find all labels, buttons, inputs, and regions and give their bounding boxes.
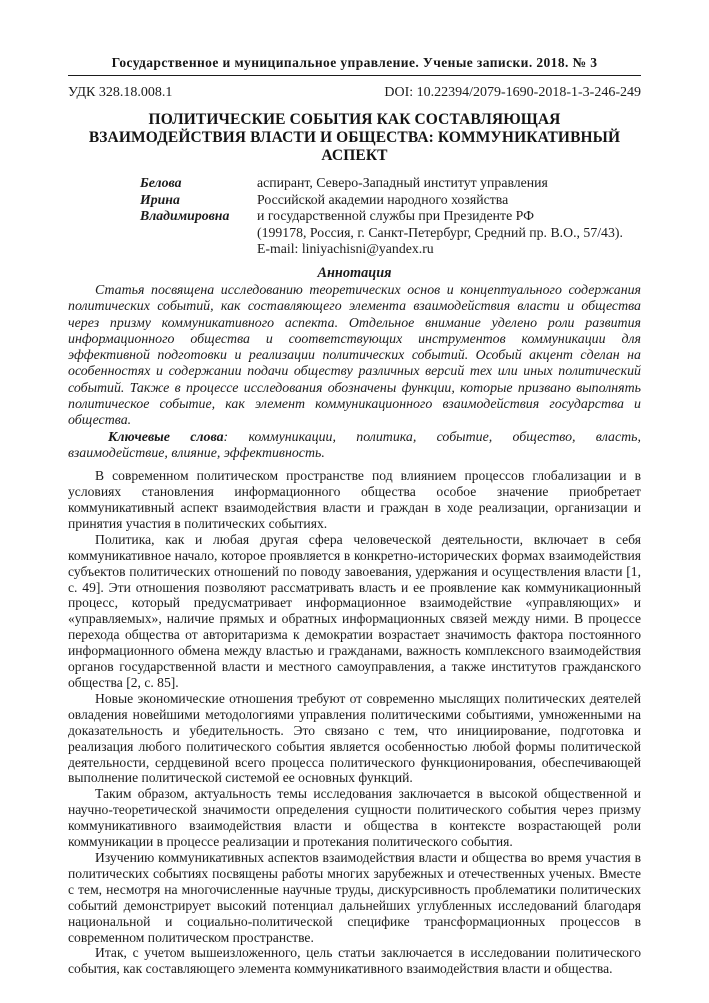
body-paragraph: Итак, с учетом вышеизложенного, цель статьи заключается в исследовании политического события, как составляющего элемента коммуникативного взаимодействия власти и общества. bbox=[68, 945, 641, 977]
author-surname: Белова bbox=[140, 175, 182, 190]
author-email: E-mail: liniyachisni@yandex.ru bbox=[257, 241, 434, 257]
doi-code: DOI: 10.22394/2079-1690-2018-1-3-246-249 bbox=[384, 85, 641, 100]
keywords-text: : коммуникации, политика, событие, общество, власть, взаимодействие, влияние, эффективность. bbox=[68, 429, 641, 461]
body-paragraph: В современном политическом пространстве под влиянием процессов глобализации и в условиях становления информационного общества особое значение приобретает коммуникативный аспект взаимодействия власти и граждан в ходе реализации, организации и принятия участия в политических событиях. bbox=[68, 468, 641, 531]
article-title-line1: ПОЛИТИЧЕСКИЕ СОБЫТИЯ КАК СОСТАВЛЯЮЩАЯ bbox=[148, 111, 561, 128]
abstract-text: Статья посвящена исследованию теоретических основ и концептуального содержания политических событий, как составляющего элемента взаимодействия власти и общества через призму коммуникативного аспекта. Отдельное внимание уделено роли развития информационного общества и соответствующих инструментов коммуникации для эффективной подготовки и реализации политических событий. Особый акцент сделан на особенностях и содержании подачи обществу различных версий тех или иных политический событий. Также в процессе исследования обозначены функции, которые призвано выполнять политическое событие, как элемент коммуникационного взаимодействия государства и общества. bbox=[68, 282, 641, 429]
page-content bbox=[68, 55, 641, 977]
running-head: Государственное и муниципальное управление. Ученые записки. 2018. № 3 bbox=[68, 55, 641, 76]
affiliation-line: аспирант, Северо-Западный институт управления bbox=[257, 175, 548, 190]
body-paragraph: Новые экономические отношения требуют от современно мыслящих политических деятелей овладения новейшими методологиями управления политическими событиями, умноженными на доказательность и убедительность. Это связано с тем, что инициирование, подготовка и реализация любого политического события является особенностью любой формы политической деятельности, сердцевиной всего процесса политического функционирования, обеспечивающей выполнение политической системой ее основных функций. bbox=[68, 690, 641, 786]
author-affiliation bbox=[257, 175, 641, 258]
author-first-name: Ирина bbox=[140, 191, 180, 207]
meta-row bbox=[68, 85, 641, 101]
body-paragraph: Изучению коммуникативных аспектов взаимодействия власти и общества во время участия в политических событиях посвящены работы многих зарубежных и отечественных ученых. Вместе с тем, несмотря на многочисленные научные труды, дискурсивность проблематики политических событий демонстрирует высокий потенциал дальнейших углубленных исследований благодаря национальной и социально-политической специфике трансформационных процессов в современном политическом пространстве. bbox=[68, 849, 641, 945]
affiliation-line: Российской академии народного хозяйства bbox=[257, 191, 509, 207]
affiliation-line: (199178, Россия, г. Санкт-Петербург, Средний пр. В.О., 57/43). bbox=[257, 224, 623, 240]
affiliation-line: и государственной службы при Президенте РФ bbox=[257, 208, 534, 224]
article-title-line2: ВЗАИМОДЕЙСТВИЯ ВЛАСТИ И ОБЩЕСТВА: КОММУНИКАТИВНЫЙ АСПЕКТ bbox=[88, 129, 621, 164]
body-paragraph: Политика, как и любая другая сфера человеческой деятельности, включает в себя коммуникативное начало, которое проявляется в конкретно-исторических формах взаимодействия субъектов политических отношений по поводу завоевания, удержания и осуществления власти [1, с. 49]. Эти отношения позволяют рассматривать власть и ее проявление как коммуникационный процесс, который предусматривает информационное взаимодействие «управляющих» и «управляемых», наличие прямых и обратных информационных связей между ними. В процессе перехода общества от авторитаризма к демократии возрастает значимость фактора постоянного информационного обмена между властью и гражданами, важность комплексного взаимодействия органов государственной власти и местного самоуправления, а также институтов гражданского общества [2, с. 85]. bbox=[68, 531, 641, 691]
udk-code: УДК 328.18.008.1 bbox=[68, 85, 173, 100]
article-title bbox=[68, 111, 641, 165]
body-paragraph: Таким образом, актуальность темы исследования заключается в высокой общественной и научно-теоретической значимости определения сущности политического события через призму коммуникативного взаимодействия власти и общества в контексте возрастающей роли коммуникации в процессе реализации и протекания политического события. bbox=[68, 786, 641, 850]
abstract-heading: Аннотация bbox=[317, 264, 392, 281]
keywords-label: Ключевые слова bbox=[108, 429, 224, 445]
author-block bbox=[68, 175, 641, 258]
abstract-block bbox=[68, 283, 641, 462]
author-name bbox=[140, 175, 257, 258]
article-body bbox=[68, 468, 641, 977]
author-patronymic: Владимировна bbox=[140, 208, 230, 224]
keywords-line bbox=[68, 430, 641, 463]
